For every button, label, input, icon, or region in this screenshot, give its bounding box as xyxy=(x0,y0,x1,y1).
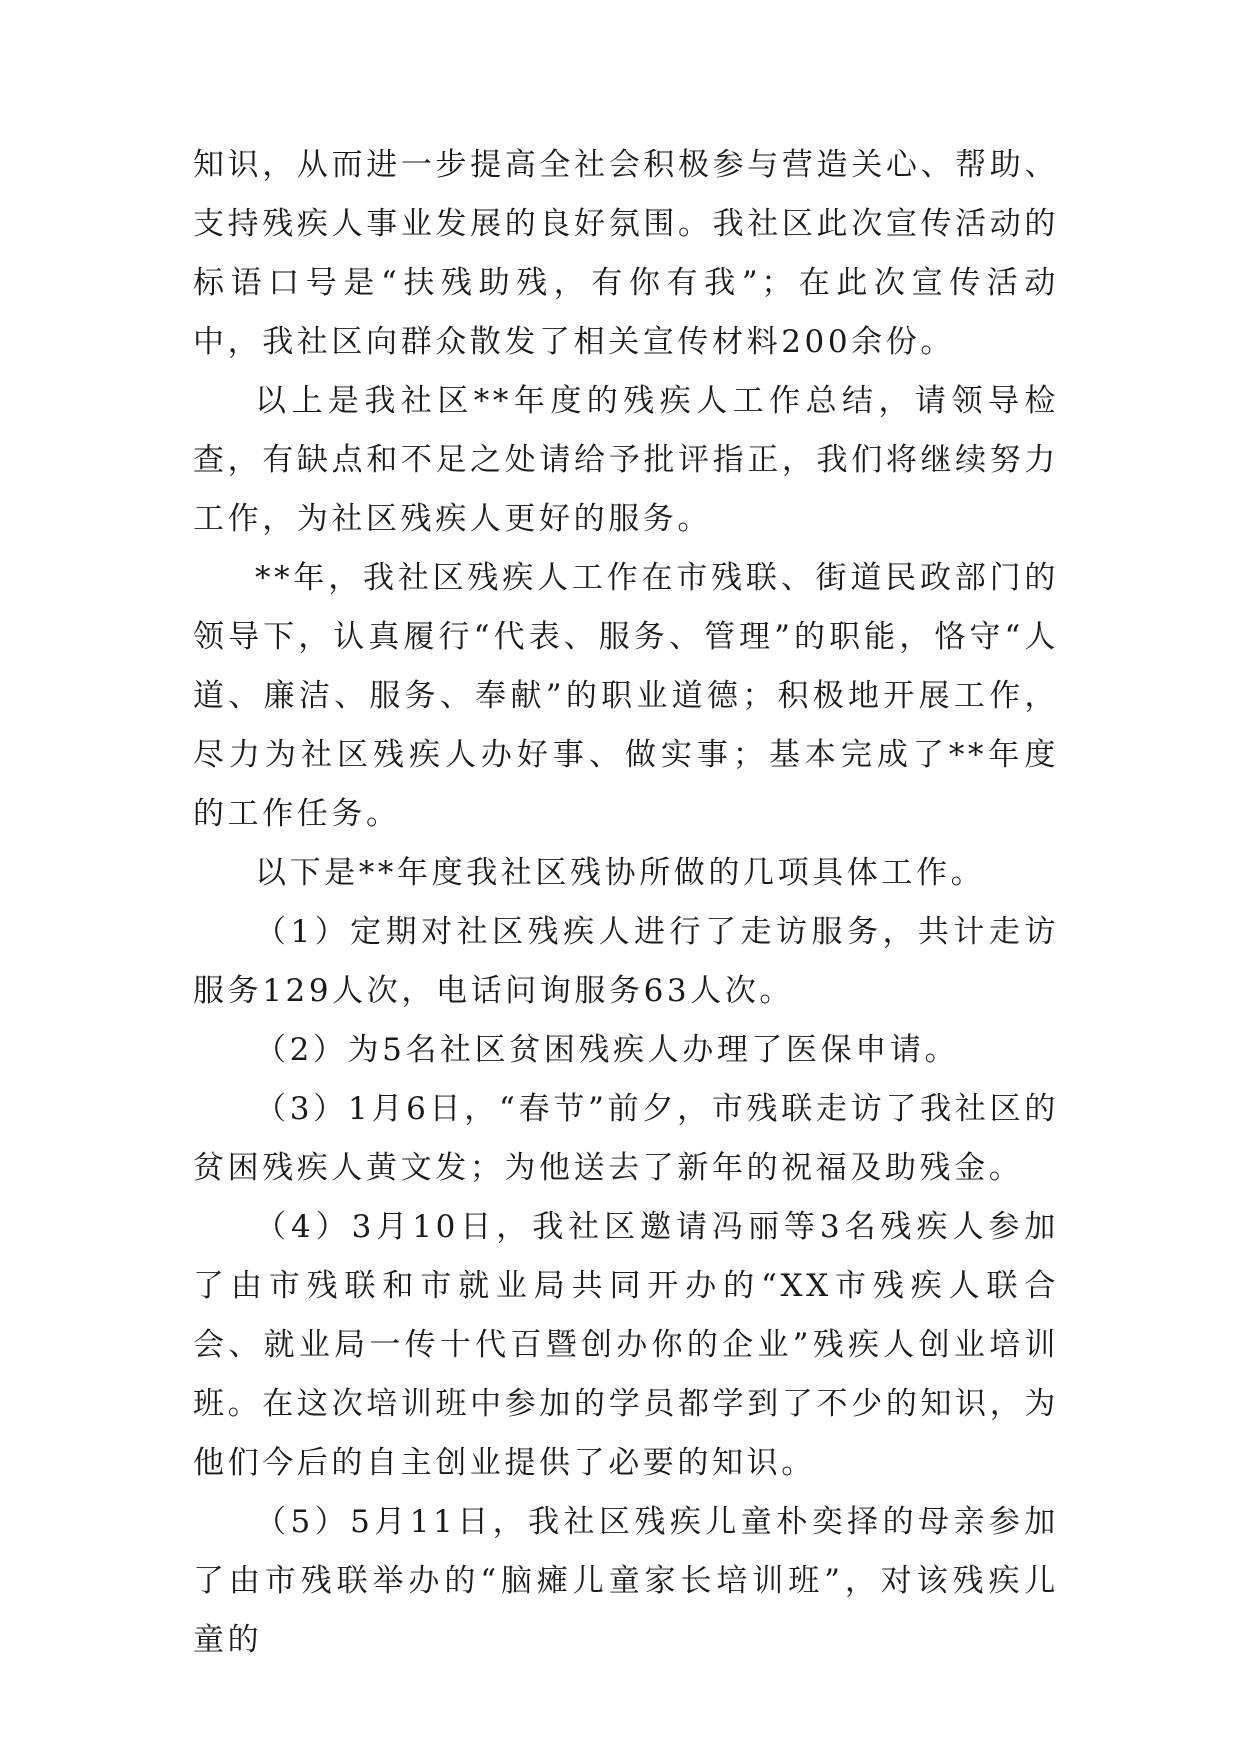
paragraph-item-2: （2）为5名社区贫困残疾人办理了医保申请。 xyxy=(255,1032,960,1068)
paragraph-continuation: 知识，从而进一步提高全社会积极参与营造关心、帮助、支持残疾人事业发展的良好氛围。我社区此次宣传活动的标语口号是“扶残助残，有你有我”；在此次宣传活动中，我社区向群众散发了相关宣传材料200余份。 xyxy=(193,147,1059,360)
paragraph-item-5: （5）5月11日，我社区残疾儿童朴奕择的母亲参加了由市残联举办的“脑瘫儿童家长培训班”，对该残疾儿童的 xyxy=(193,1504,1059,1658)
paragraph-summary-closing: 以上是我社区**年度的残疾人工作总结，请领导检查，有缺点和不足之处请给予批评指正，我们将继续努力工作，为社区残疾人更好的服务。 xyxy=(193,383,1059,537)
paragraph-annual-overview: **年，我社区残疾人工作在市残联、街道民政部门的领导下，认真履行“代表、服务、管理”的职能，恪守“人道、廉洁、服务、奉献”的职业道德；积极地开展工作，尽力为社区残疾人办好事、做实事；基本完成了**年度的工作任务。 xyxy=(193,560,1059,832)
paragraph-item-1: （1）定期对社区残疾人进行了走访服务，共计走访服务129人次，电话问询服务63人次。 xyxy=(193,914,1059,1009)
document-page xyxy=(193,136,1059,1670)
paragraph-item-3: （3）1月6日，“春节”前夕，市残联走访了我社区的贫困残疾人黄文发；为他送去了新年的祝福及助残金。 xyxy=(193,1091,1059,1186)
paragraph-work-intro: 以下是**年度我社区残协所做的几项具体工作。 xyxy=(255,855,986,891)
paragraph-item-4: （4）3月10日，我社区邀请冯丽等3名残疾人参加了由市残联和市就业局共同开办的“XX市残疾人联合会、就业局一传十代百暨创办你的企业”残疾人创业培训班。在这次培训班中参加的学员都学到了不少的知识，为他们今后的自主创业提供了必要的知识。 xyxy=(193,1209,1059,1481)
